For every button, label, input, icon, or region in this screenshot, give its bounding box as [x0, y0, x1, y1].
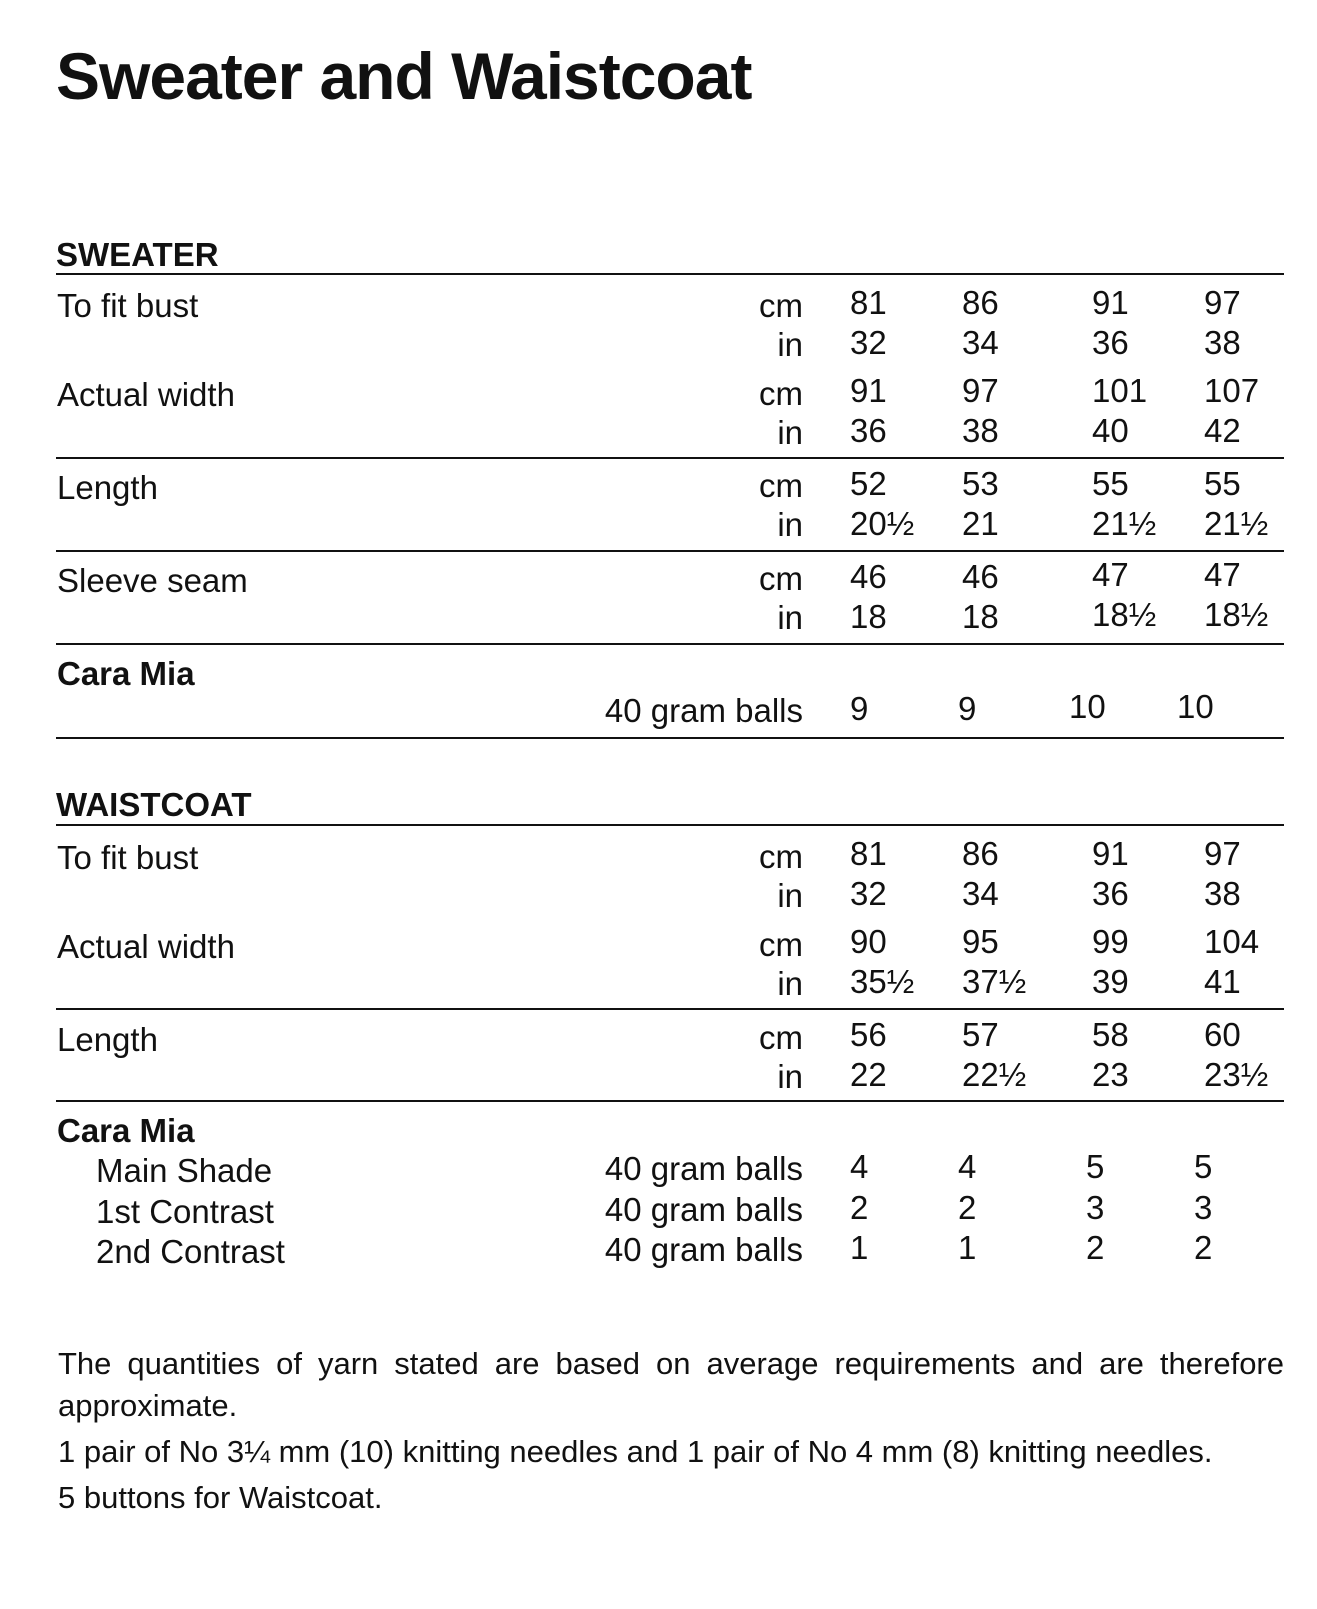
table-cell: 5 [1194, 1148, 1213, 1185]
yarn-label: Cara Mia [57, 655, 195, 692]
table-cell: 37½ [962, 963, 1027, 1000]
yarn-unit: 40 gram balls [604, 1191, 803, 1228]
row-label: To fit bust [57, 839, 199, 876]
note-paragraph: 1 pair of No 3¼ mm (10) knitting needles and 1 pair of No 4 mm (8) knitting needles. [58, 1434, 1213, 1469]
divider [56, 824, 1284, 826]
table-cell: 23½ [1204, 1056, 1269, 1093]
shade-label: Main Shade [96, 1152, 273, 1189]
yarn-unit: 40 gram balls [604, 1150, 803, 1187]
table-cell: 91 [1092, 284, 1129, 321]
table-cell: 46 [962, 558, 999, 595]
table-cell: 60 [1204, 1016, 1241, 1053]
divider [56, 550, 1284, 552]
page-title: Sweater and Waistcoat [56, 39, 752, 113]
table-cell: 86 [962, 284, 999, 321]
table-cell: 4 [958, 1148, 977, 1185]
note-paragraph: 5 buttons for Waistcoat. [58, 1480, 383, 1515]
table-cell: 2 [958, 1189, 977, 1226]
unit-cm: cm [759, 1019, 803, 1056]
table-cell: 46 [850, 558, 887, 595]
unit-in: in [777, 326, 803, 363]
table-cell: 21 [962, 505, 999, 542]
table-cell: 18½ [1092, 596, 1157, 633]
table-cell: 18½ [1204, 596, 1269, 633]
table-cell: 18 [962, 598, 999, 635]
table-cell: 107 [1204, 372, 1260, 409]
divider [56, 643, 1284, 645]
note-paragraph: The quantities of yarn stated are based on average requirements and are therefore approximate. [58, 1346, 1284, 1423]
row-label: Actual width [57, 376, 235, 413]
table-cell: 32 [850, 324, 887, 361]
yarn-unit: 40 gram balls [604, 1231, 803, 1268]
table-cell: 53 [962, 465, 999, 502]
table-cell: 38 [1204, 875, 1241, 912]
divider [56, 1008, 1284, 1010]
table-cell: 20½ [850, 505, 915, 542]
unit-in: in [777, 877, 803, 914]
unit-cm: cm [759, 560, 803, 597]
table-cell: 41 [1204, 963, 1241, 1000]
table-cell: 18 [850, 598, 887, 635]
unit-in: in [777, 414, 803, 451]
shade-label: 2nd Contrast [96, 1233, 285, 1270]
table-cell: 99 [1092, 923, 1129, 960]
unit-cm: cm [759, 838, 803, 875]
table-cell: 42 [1204, 412, 1241, 449]
table-cell: 2 [1086, 1229, 1105, 1266]
table-cell: 10 [1069, 688, 1106, 725]
table-cell: 91 [850, 372, 887, 409]
table-cell: 2 [1194, 1229, 1213, 1266]
table-cell: 101 [1092, 372, 1148, 409]
shade-label: 1st Contrast [96, 1193, 274, 1230]
table-cell: 36 [1092, 875, 1129, 912]
table-cell: 34 [962, 875, 999, 912]
table-cell: 40 [1092, 412, 1129, 449]
table-cell: 3 [1086, 1189, 1105, 1226]
table-cell: 86 [962, 835, 999, 872]
unit-cm: cm [759, 287, 803, 324]
unit-in: in [777, 506, 803, 543]
table-cell: 34 [962, 324, 999, 361]
row-label: Actual width [57, 928, 235, 965]
table-cell: 55 [1204, 465, 1241, 502]
table-cell: 97 [962, 372, 999, 409]
table-cell: 1 [958, 1229, 977, 1266]
table-cell: 81 [850, 284, 887, 321]
table-cell: 91 [1092, 835, 1129, 872]
row-label: Sleeve seam [57, 562, 248, 599]
table-cell: 52 [850, 465, 887, 502]
table-cell: 5 [1086, 1148, 1105, 1185]
row-label: To fit bust [57, 287, 199, 324]
row-label: Length [57, 469, 158, 506]
table-cell: 10 [1177, 688, 1214, 725]
divider [56, 1100, 1284, 1102]
table-cell: 4 [850, 1148, 869, 1185]
table-cell: 9 [850, 690, 869, 727]
row-label: Length [57, 1021, 158, 1058]
table-cell: 39 [1092, 963, 1129, 1000]
table-cell: 23 [1092, 1056, 1129, 1093]
table-cell: 57 [962, 1016, 999, 1053]
table-cell: 2 [850, 1189, 869, 1226]
table-cell: 36 [850, 412, 887, 449]
table-cell: 47 [1204, 556, 1241, 593]
table-cell: 97 [1204, 284, 1241, 321]
table-cell: 55 [1092, 465, 1129, 502]
table-cell: 97 [1204, 835, 1241, 872]
table-cell: 38 [962, 412, 999, 449]
table-cell: 90 [850, 923, 887, 960]
divider [56, 273, 1284, 275]
table-cell: 95 [962, 923, 999, 960]
sweater-heading: SWEATER [56, 236, 219, 273]
table-cell: 81 [850, 835, 887, 872]
unit-cm: cm [759, 467, 803, 504]
table-cell: 22½ [962, 1056, 1027, 1093]
notes [58, 1343, 1284, 1523]
table-cell: 3 [1194, 1189, 1213, 1226]
table-cell: 35½ [850, 963, 915, 1000]
table-cell: 38 [1204, 324, 1241, 361]
table-cell: 21½ [1204, 505, 1269, 542]
table-cell: 56 [850, 1016, 887, 1053]
waistcoat-heading: WAISTCOAT [56, 786, 252, 823]
table-cell: 104 [1204, 923, 1260, 960]
table-cell: 21½ [1092, 505, 1157, 542]
table-cell: 36 [1092, 324, 1129, 361]
unit-in: in [777, 1058, 803, 1095]
yarn-unit: 40 gram balls [604, 692, 803, 729]
table-cell: 9 [958, 690, 977, 727]
table-cell: 32 [850, 875, 887, 912]
table-cell: 22 [850, 1056, 887, 1093]
unit-in: in [777, 965, 803, 1002]
table-cell: 58 [1092, 1016, 1129, 1053]
unit-in: in [777, 599, 803, 636]
table-cell: 47 [1092, 556, 1129, 593]
divider [56, 737, 1284, 739]
divider [56, 457, 1284, 459]
unit-cm: cm [759, 375, 803, 412]
table-cell: 1 [850, 1229, 869, 1266]
unit-cm: cm [759, 926, 803, 963]
yarn-label: Cara Mia [57, 1112, 195, 1149]
